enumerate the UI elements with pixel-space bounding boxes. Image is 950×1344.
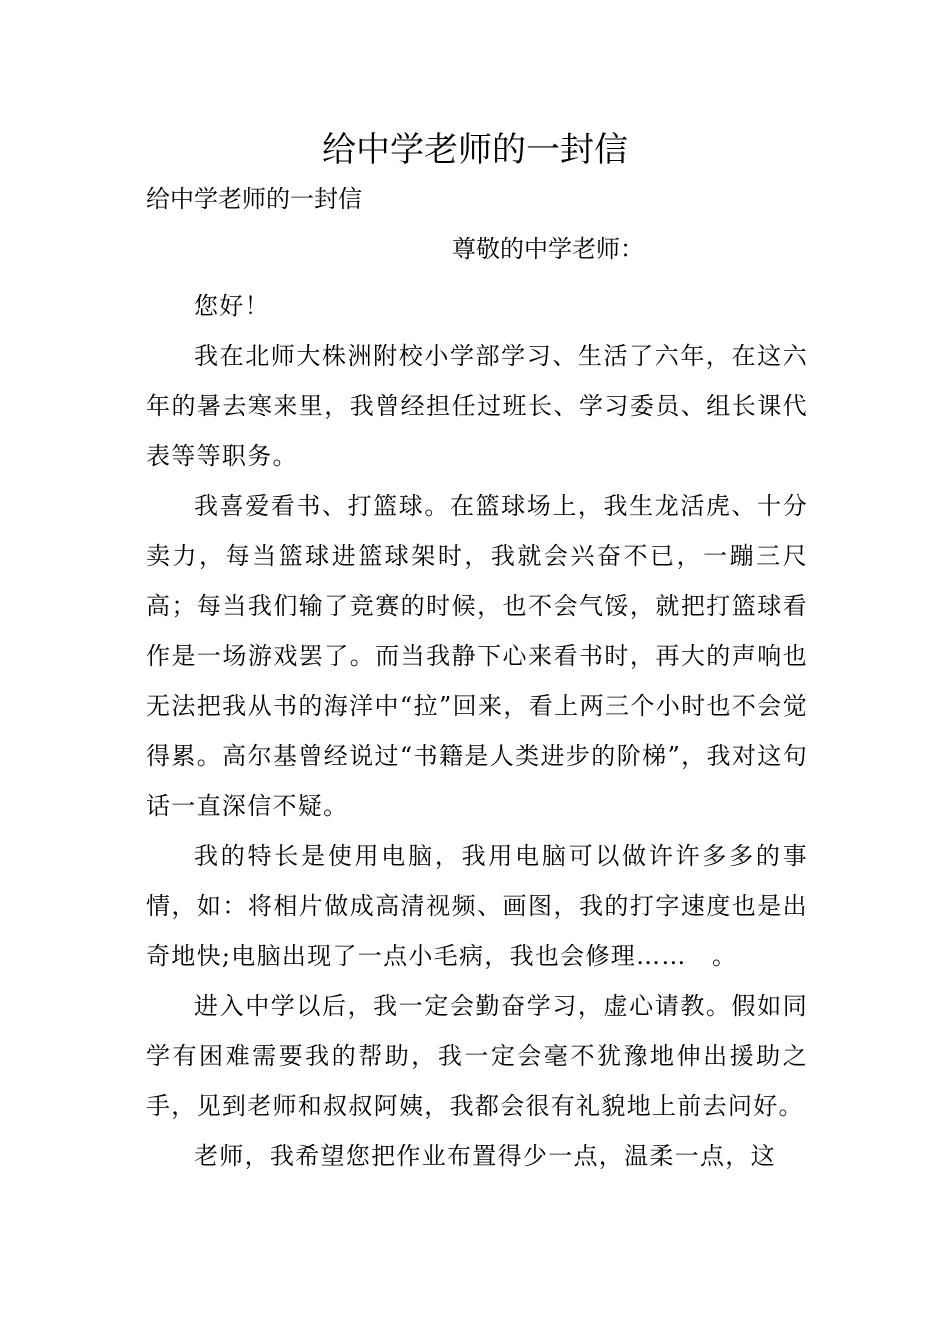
letter-paragraph-hope: 老师，我希望您把作业布置得少一点，温柔一点，这 (194, 1142, 776, 1170)
letter-paragraph-promise: 进入中学以后，我一定会勤奋学习，虚心请教。假如同学有困难需要我的帮助，我一定会毫不犹豫地伸出援助之手，见到老师和叔叔阿姨，我都会很有礼貌地上前去问好。 (146, 992, 808, 1120)
letter-salutation: 尊敬的中学老师： (452, 235, 644, 263)
letter-paragraph-greeting: 您好！ (194, 292, 270, 320)
letter-paragraph-computer: 我的特长是使用电脑，我用电脑可以做许许多多的事情，如：将相片做成高清视频、画图，我的打字速度也是出奇地快;电脑出现了一点小毛病，我也会修理…… 。 (146, 842, 808, 970)
document-title: 给中学老师的一封信 (322, 130, 628, 170)
document-subtitle: 给中学老师的一封信 (146, 185, 362, 213)
letter-paragraph-school: 我在北师大株洲附校小学部学习、生活了六年，在这六年的暑去寒来里，我曾经担任过班长、学习委员、组长课代表等等职务。 (146, 342, 808, 470)
letter-paragraph-hobbies: 我喜爱看书、打篮球。在篮球场上，我生龙活虎、十分卖力，每当篮球进篮球架时，我就会兴奋不已，一蹦三尺高；每当我们输了竞赛的时候，也不会气馁，就把打篮球看作是一场游戏罢了。而当我静下心来看书时，再大的声响也无法把我从书的海洋中“拉”回来，看上两三个小时也不会觉得累。高尔基曾经说过“书籍是人类进步的阶梯”，我对这句话一直深信不疑。 (146, 492, 808, 820)
letter-body (146, 281, 808, 1181)
